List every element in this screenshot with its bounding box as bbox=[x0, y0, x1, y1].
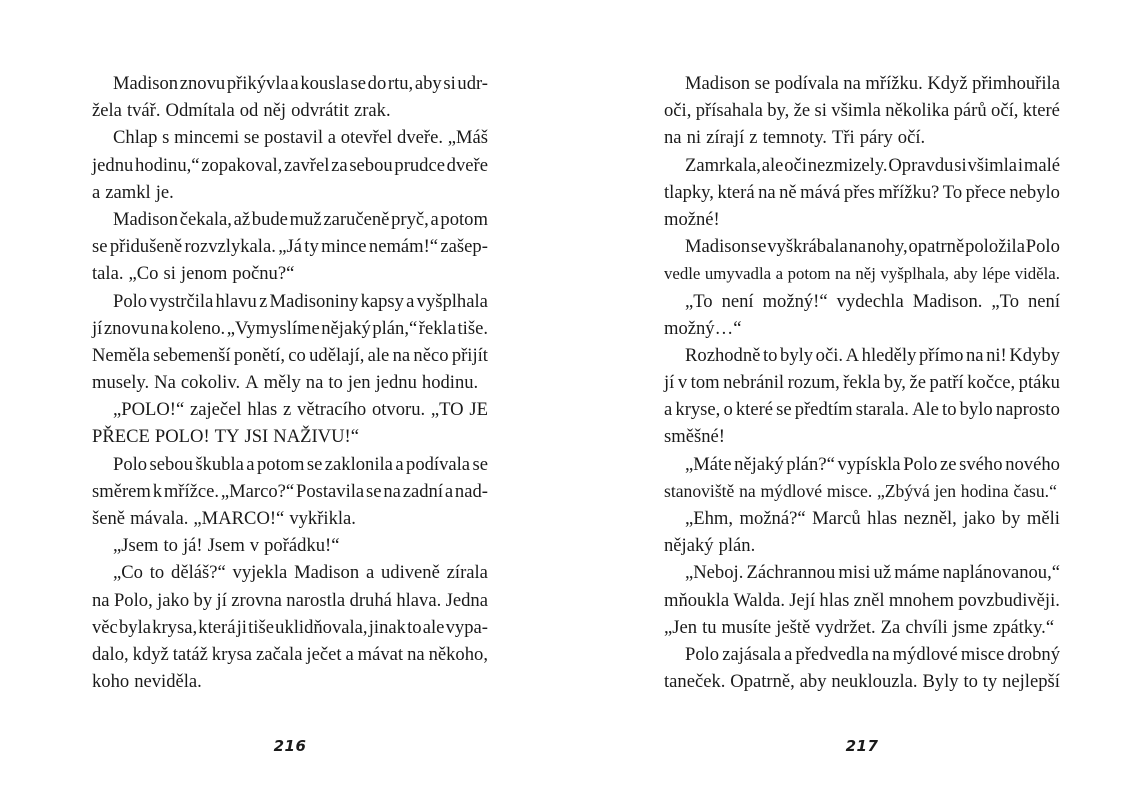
left-page-text bbox=[92, 70, 488, 695]
text-line: Madison se vyškrábala na nohy, opatrně položila Polo bbox=[685, 236, 1060, 258]
text-line: „To není možný!“ vydechla Madison. „To není bbox=[685, 290, 1060, 312]
text-line: směrem k mřížce. „Marco?“ Postavila se na zadní a nad- bbox=[92, 480, 488, 502]
text-line: Neměla sebemenší ponětí, co udělají, ale na něco přijít bbox=[92, 344, 488, 366]
text-line: na Polo, jako by jí zrovna narostla druhá hlava. Jedna bbox=[92, 589, 488, 611]
text-line: Zamrkala, ale oči nezmizely. Opravdu si všimla i malé bbox=[685, 154, 1060, 176]
text-line: „Máte nějaký plán?“ vypískla Polo ze svého nového bbox=[685, 453, 1060, 475]
right-page bbox=[664, 70, 1060, 760]
text-line: nějaký plán. bbox=[664, 535, 756, 557]
text-line: musely. Na cokoliv. A měly na to jen jednu hodinu. bbox=[92, 372, 479, 394]
text-line: tala. „Co si jenom počnu?“ bbox=[92, 263, 295, 285]
text-line: Madison znovu přikývla a kousla se do rtu, aby si udr- bbox=[113, 73, 488, 94]
text-line: Madison se podívala na mřížku. Když přimhouřila bbox=[685, 73, 1060, 94]
text-line: jí znovu na koleno. „Vymyslíme nějaký plán,“ řekla tiše. bbox=[92, 317, 488, 339]
text-line: a kryse, o které se předtím starala. Ale to bylo naprosto bbox=[664, 399, 1060, 421]
right-page-text bbox=[664, 70, 1060, 695]
text-line: „Neboj. Záchrannou misi už máme naplánovanou,“ bbox=[685, 562, 1060, 584]
left-page-number: 216 bbox=[273, 737, 307, 755]
text-line: oči, přísahala by, že si všimla několika párů očí, které bbox=[664, 100, 1060, 122]
text-line: a zamkl je. bbox=[92, 181, 174, 203]
text-line: „Co to děláš?“ vyjekla Madison a udiveně zírala bbox=[113, 562, 488, 584]
text-line: PŘECE POLO! TY JSI NAŽIVU!“ bbox=[92, 426, 359, 448]
text-line: koho neviděla. bbox=[92, 671, 202, 693]
text-line: Madison čekala, až bude muž zaručeně pryč, a potom bbox=[113, 208, 488, 230]
text-line: se přidušeně rozvzlykala. „Já ty mince nemám!“ zašep- bbox=[92, 236, 488, 258]
text-line: možný…“ bbox=[664, 317, 742, 339]
text-line: vedle umyvadla a potom na něj vyšplhala, aby lépe viděla. bbox=[664, 264, 1060, 284]
text-line: možné! bbox=[664, 208, 720, 230]
text-line: „Ehm, možná?“ Marců hlas nezněl, jako by měli bbox=[685, 508, 1060, 529]
text-line: na ni zírají z temnoty. Tři páry očí. bbox=[664, 127, 926, 149]
text-line: Chlap s mincemi se postavil a otevřel dveře. „Máš bbox=[113, 127, 488, 149]
text-line: Polo zajásala a předvedla na mýdlové misce drobný bbox=[685, 643, 1060, 665]
text-line: mňoukla Walda. Její hlas zněl mnohem povzbudivěji. bbox=[664, 589, 1060, 611]
text-line: směšné! bbox=[664, 426, 725, 448]
right-page-number: 217 bbox=[845, 737, 879, 755]
text-line: věc byla krysa, která ji tiše uklidňovala, jinak to ale vypa- bbox=[92, 616, 488, 638]
text-line: jednu hodinu,“ zopakoval, zavřel za sebou prudce dveře bbox=[92, 154, 488, 176]
text-line: tlapky, která na ně mává přes mřížku? To přece nebylo bbox=[664, 181, 1060, 203]
text-line: Polo vystrčila hlavu z Madisoniny kapsy a vyšplhala bbox=[113, 290, 488, 312]
text-line: stanoviště na mýdlové misce. „Zbývá jen hodina času.“ bbox=[664, 480, 1057, 501]
text-line: taneček. Opatrně, aby neuklouzla. Byly to ty nejlepší bbox=[664, 671, 1060, 693]
text-line: „Jen tu musíte ještě vydržet. Za chvíli jsme zpátky.“ bbox=[664, 616, 1055, 638]
text-line: dalo, když tatáž krysa začala ječet a mávat na někoho, bbox=[92, 643, 488, 665]
text-line: Polo sebou škubla a potom se zaklonila a podívala se bbox=[113, 453, 488, 475]
text-line: žela tvář. Odmítala od něj odvrátit zrak. bbox=[92, 100, 391, 122]
text-line: Rozhodně to byly oči. A hleděly přímo na ni! Kdyby bbox=[685, 344, 1060, 366]
left-page bbox=[92, 70, 488, 760]
text-line: „POLO!“ zaječel hlas z větracího otvoru. „TO JE bbox=[113, 399, 488, 421]
text-line: jí v tom nebránil rozum, řekla by, že patří kočce, ptáku bbox=[664, 372, 1060, 394]
text-line: šeně mávala. „MARCO!“ vykřikla. bbox=[92, 508, 356, 529]
text-line: „Jsem to já! Jsem v pořádku!“ bbox=[113, 535, 340, 557]
